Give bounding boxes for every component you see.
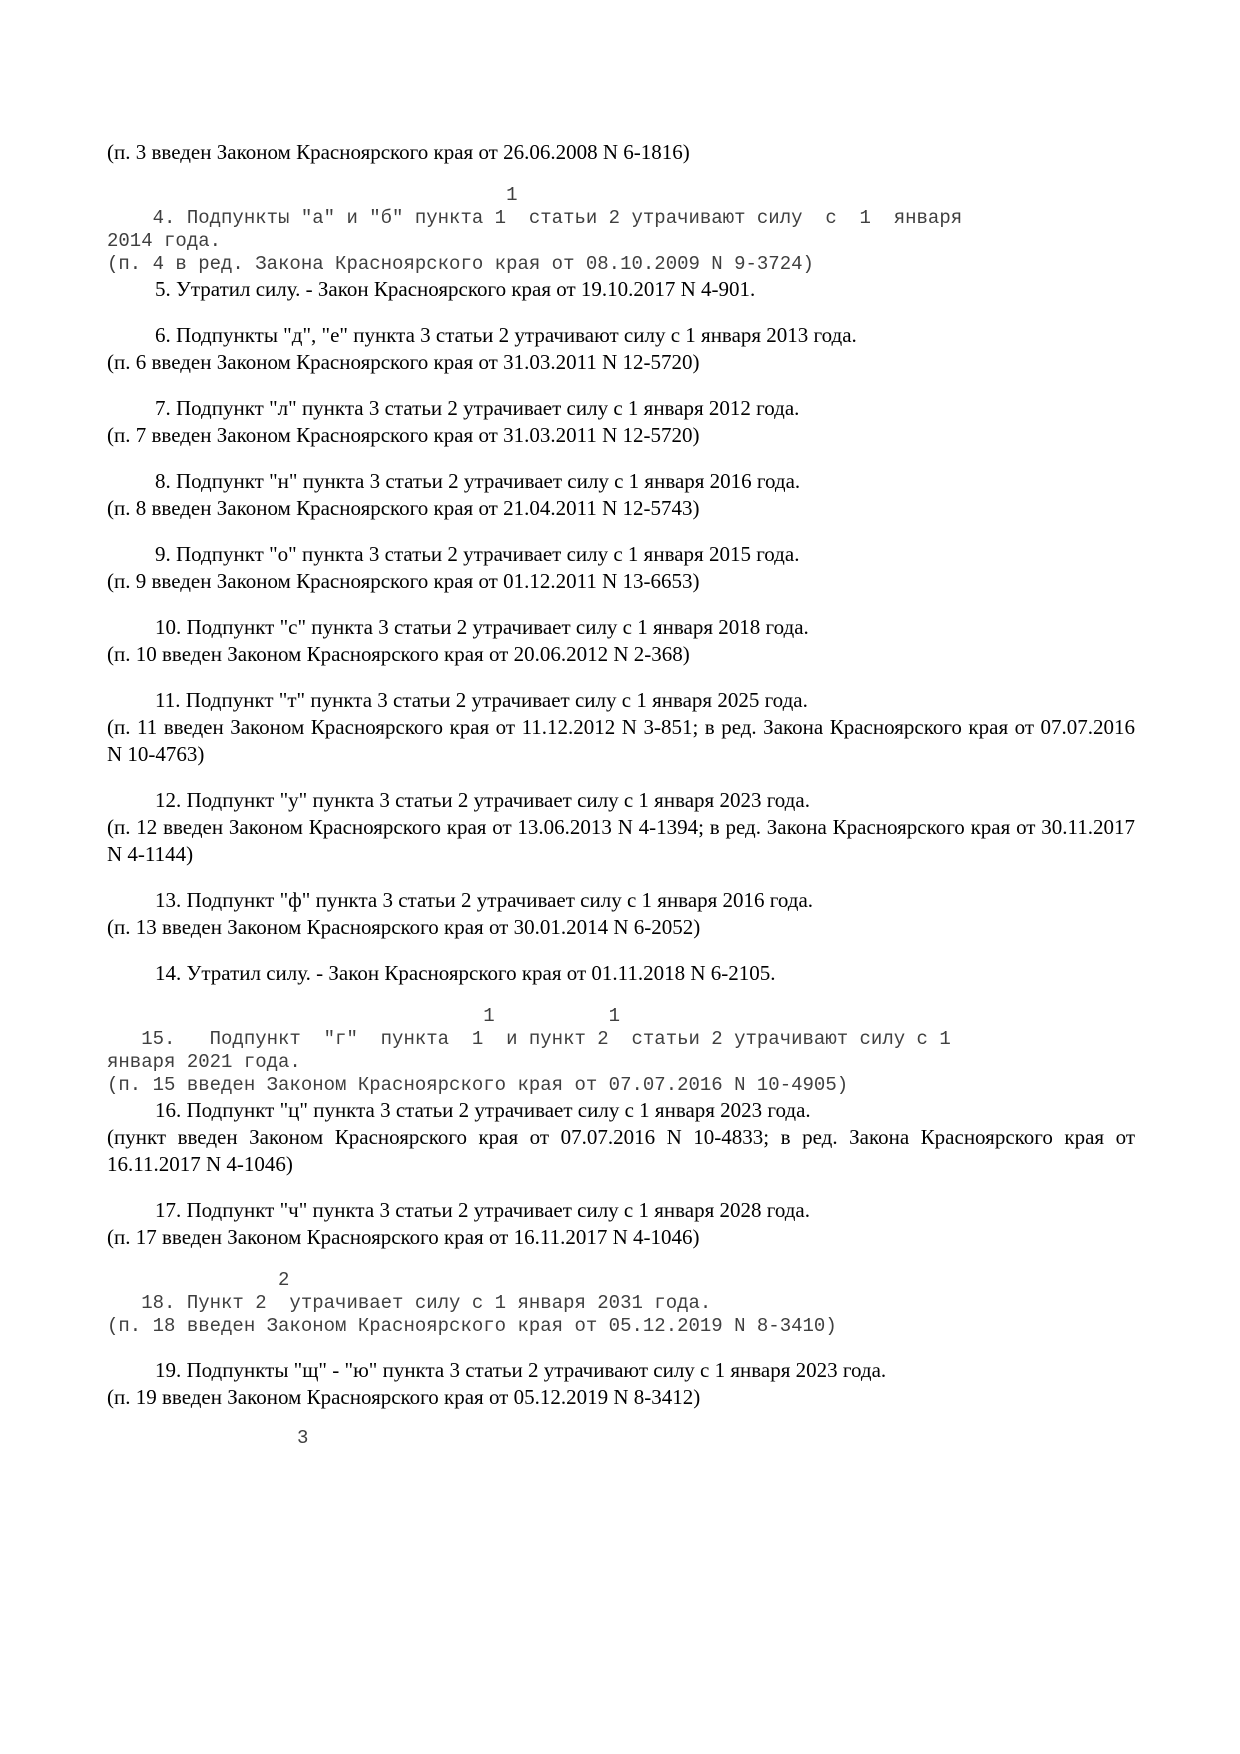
para-4-line-1: 4. Подпункты "а" и "б" пункта 1 статьи 2 утрачивают силу с 1 января xyxy=(107,207,963,229)
para-6: 6. Подпункты "д", "е" пункта 3 статьи 2 утрачивают силу с 1 января 2013 года. xyxy=(155,323,857,347)
para-18-note: (п. 18 введен Законом Красноярского края от 05.12.2019 N 8-3410) xyxy=(107,1315,837,1337)
para-4-superscript-line: 1 xyxy=(107,184,518,206)
para-16: 16. Подпункт "ц" пункта 3 статьи 2 утрачивает силу с 1 января 2023 года. xyxy=(155,1098,811,1122)
para-18-line-1: 18. Пункт 2 утрачивает силу с 1 января 2031 года. xyxy=(107,1292,712,1314)
para-14: 14. Утратил силу. - Закон Красноярского края от 01.11.2018 N 6-2105. xyxy=(155,961,776,985)
para-12: 12. Подпункт "у" пункта 3 статьи 2 утрачивает силу с 1 января 2023 года. xyxy=(155,788,810,812)
para-11-note: (п. 11 введен Законом Красноярского края от 11.12.2012 N 3-851; в ред. Закона Красноярского края от 07.07.2016 N 10-4763) xyxy=(107,715,1135,766)
para-17-note: (п. 17 введен Законом Красноярского края от 16.11.2017 N 4-1046) xyxy=(107,1225,700,1249)
para-18-block xyxy=(107,1269,1135,1338)
para-3-note: (п. 3 введен Законом Красноярского края от 26.06.2008 N 6-1816) xyxy=(107,140,690,164)
para-4-line-2: 2014 года. xyxy=(107,230,222,252)
para-5: 5. Утратил силу. - Закон Красноярского края от 19.10.2017 N 4-901. xyxy=(155,277,756,301)
para-9: 9. Подпункт "о" пункта 3 статьи 2 утрачивает силу с 1 января 2015 года. xyxy=(155,542,800,566)
para-4-block xyxy=(107,184,1135,276)
para-19: 19. Подпункты "щ" - "ю" пункта 3 статьи 2 утрачивают силу с 1 января 2023 года. xyxy=(155,1358,887,1382)
para-15-block xyxy=(107,1005,1135,1097)
para-16-note: (пункт введен Законом Красноярского края от 07.07.2016 N 10-4833; в ред. Закона Красноярского края от 16.11.2017 N 4-1046) xyxy=(107,1125,1135,1176)
para-8-note: (п. 8 введен Законом Красноярского края от 21.04.2011 N 12-5743) xyxy=(107,496,700,520)
page-number: 3 xyxy=(297,1427,309,1449)
para-13: 13. Подпункт "ф" пункта 3 статьи 2 утрачивает силу с 1 января 2016 года. xyxy=(155,888,814,912)
para-15-superscript-line: 1 1 xyxy=(107,1005,621,1027)
para-9-note: (п. 9 введен Законом Красноярского края от 01.12.2011 N 13-6653) xyxy=(107,569,700,593)
para-7-note: (п. 7 введен Законом Красноярского края от 31.03.2011 N 12-5720) xyxy=(107,423,700,447)
para-8: 8. Подпункт "н" пункта 3 статьи 2 утрачивает силу с 1 января 2016 года. xyxy=(155,469,801,493)
para-6-note: (п. 6 введен Законом Красноярского края от 31.03.2011 N 12-5720) xyxy=(107,350,700,374)
para-15-line-2: января 2021 года. xyxy=(107,1051,301,1073)
para-13-note: (п. 13 введен Законом Красноярского края от 30.01.2014 N 6-2052) xyxy=(107,915,701,939)
para-15-note: (п. 15 введен Законом Красноярского края от 07.07.2016 N 10-4905) xyxy=(107,1074,849,1096)
para-4-note: (п. 4 в ред. Закона Красноярского края от 08.10.2009 N 9-3724) xyxy=(107,253,814,275)
para-17: 17. Подпункт "ч" пункта 3 статьи 2 утрачивает силу с 1 января 2028 года. xyxy=(155,1198,810,1222)
para-15-line-1: 15. Подпункт "г" пункта 1 и пункт 2 статьи 2 утрачивают силу с 1 xyxy=(107,1028,951,1050)
para-10: 10. Подпункт "с" пункта 3 статьи 2 утрачивает силу с 1 января 2018 года. xyxy=(155,615,809,639)
para-10-note: (п. 10 введен Законом Красноярского края от 20.06.2012 N 2-368) xyxy=(107,642,690,666)
para-12-note: (п. 12 введен Законом Красноярского края от 13.06.2013 N 4-1394; в ред. Закона Красноярского края от 30.11.2017 N 4-1144) xyxy=(107,815,1135,866)
para-11: 11. Подпункт "т" пункта 3 статьи 2 утрачивает силу с 1 января 2025 года. xyxy=(155,688,808,712)
para-7: 7. Подпункт "л" пункта 3 статьи 2 утрачивает силу с 1 января 2012 года. xyxy=(155,396,800,420)
para-19-note: (п. 19 введен Законом Красноярского края от 05.12.2019 N 8-3412) xyxy=(107,1385,701,1409)
para-18-superscript-line: 2 xyxy=(107,1269,290,1291)
